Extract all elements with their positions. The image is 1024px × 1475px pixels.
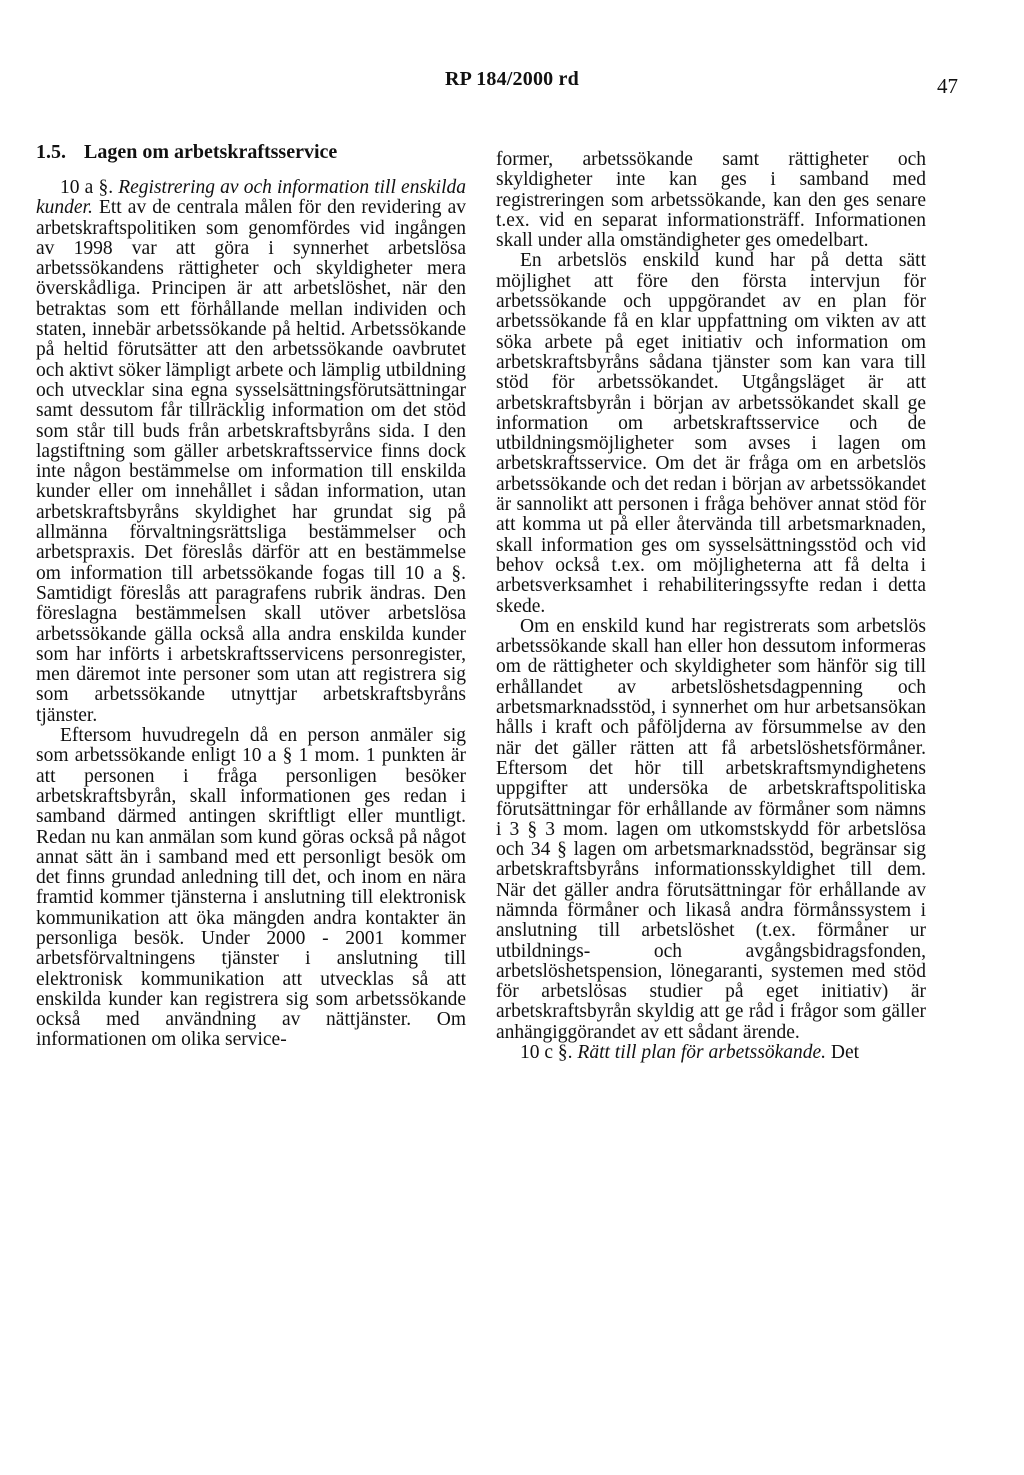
section-title: Lagen om arbetskraftsservice <box>84 141 338 163</box>
paragraph-10c-text: Det <box>830 1042 860 1064</box>
paragraph-10a <box>36 178 466 726</box>
paragraph-continuation: former, arbetssökande samt rättigheter och skyldigheter inte kan ges i samband med registreringen som arbetssökande, kan den ges senare t.ex. vid en separat informationsträff. Informationen skall under alla omständigheter ges omedelbart. <box>496 149 926 252</box>
paragraph-10c-title: Rätt till plan för arbetssökande. <box>577 1042 827 1064</box>
left-column <box>36 140 466 1051</box>
paragraph-10a-label: 10 a §. <box>60 177 114 198</box>
paragraph-text: Eftersom huvudregeln då en person anmäler sig som arbetssökande enligt 10 a § 1 mom. 1 punkten är att personen i fråga personligen besöker arbetskraftsbyrån, skall informationen ges redan i samband därmed antingen skriftligt eller muntligt. Redan nu kan anmälan som kund göras också på något annat sätt än i samband med ett personligt besök om det finns grundad anledning till det, och inom en nära framtid kommer tjänsterna i anslutning till elektronisk kommunikation att öka mängden andra kontakter än personliga besök. Under 2000 - 2001 kommer arbetsförvaltningens tjänster i anslutning till elektronisk kommunikation att utvecklas så att enskilda kunder kan registrera sig som arbetssökande också med användning av nättjänster. Om informationen om olika service- <box>36 725 466 1051</box>
page-number: 47 <box>937 74 958 98</box>
paragraph-text: En arbetslös enskild kund har på detta sätt möjlighet att före den första intervjun för arbetssökande och uppgörandet av en plan för arbetssökande få en klar uppfattning om vikten av att söka arbete på eget initiativ och information om arbetskraftsbyråns sådana tjänster som kan vara till stöd för arbetssökandet. Utgångsläget är att arbetskraftsbyrån i början av arbetssökandet skall ge information om arbetskraftsservice och de utbildningsmöjligheter som avses i lagen om arbetskraftsservice. Om det är fråga om en arbetslös arbetssökande och det redan i början av arbetssökandet är sannolikt att personen i fråga behöver annat stöd för att komma ut på eller återvända till arbetsmarknaden, skall information ges om sysselsättningsstöd och vid behov också t.ex. om möjligheterna att få delta i arbetsverksamhet i rehabiliteringssyfte redan i detta skede. <box>496 250 926 617</box>
section-number: 1.5. <box>36 141 66 163</box>
paragraph-10c-label: 10 c §. <box>520 1042 573 1064</box>
paragraph-text: Om en enskild kund har registrerats som arbetslös arbetssökande skall han eller hon dessutom informeras om de rättigheter och skyldigheter som hänför sig till erhållandet av arbetslöshetsdagpenning och arbetsmarknadsstöd, i synnerhet om hur arbetsansökan hålls i kraft och påföljderna av försummelse av den när det gäller rätten att få arbetslöshetsförmåner. Eftersom det hör till arbetskraftsmyndighetens uppgifter att undersöka de arbetskraftspolitiska förutsättningar för erhållande av förmåner som nämns i 3 § 3 mom. lagen om utkomstskydd för arbetslösa och 34 § lagen om arbetsmarknadsstöd, begränsar sig arbetskraftsbyråns informationsskyldighet till dem. När det gäller andra förutsättningar för erhållande av nämnda förmåner och likaså andra förmånssystem i anslutning till arbetslöshet (t.ex. förmåner ur utbildnings- och avgångsbidragsfonden, arbetslöshetspension, lönegaranti, systemen med stöd för arbetslösas studier på eget initiativ) är arbetskraftsbyrån skyldig att ge råd i frågor som gäller anhängiggörandet av ett sådant ärende. <box>496 615 926 1043</box>
right-column <box>496 150 926 1063</box>
paragraph-10c <box>496 1043 926 1063</box>
paragraph-10a-title: Registrering av och information till enskilda kunder. <box>36 177 467 219</box>
section-heading <box>36 140 466 164</box>
running-header: RP 184/2000 rd <box>445 68 579 90</box>
paragraph-10a-text: Ett av de centrala målen för den revidering av arbetskraftspolitiken som genomfördes vid ingången av 1998 var att göra i synnerhet arbetslösa arbetssökandens rättigheter och skyldigheter mera överskådliga. Principen är att arbetslöshet, när den betraktas som ett förhållande mellan individen och staten, innebär arbetssökande på heltid. Arbetssökande på heltid förutsätter att den arbetssökande oavbrutet och aktivt söker lämpligt arbete och lämplig utbildning och utvecklar sina egna sysselsättningsförutsättningar samt dessutom får tillräcklig information om det stöd som står till buds från arbetskraftsbyråns sida. I den lagstiftning som gäller arbetskraftsservice finns dock inte någon bestämmelse om information till enskilda kunder eller om innehållet i sådan information, utan arbetskraftsbyråns skyldighet har grundat sig på allmänna förvaltningsrättsliga bestämmelser och arbetspraxis. Det föreslås därför att en bestämmelse om information till arbetssökande fogas till 10 a §. Samtidigt föreslås att paragrafens rubrik ändras. Den föreslagna bestämmelsen skall utöver arbetslösa arbetssökande gälla också alla andra enskilda kunder som har införts i arbetskraftsservicens personregister, men däremot inte personer som utan att registrera sig som arbetssökande utnyttjar arbetskraftsbyråns tjänster. <box>36 197 466 726</box>
